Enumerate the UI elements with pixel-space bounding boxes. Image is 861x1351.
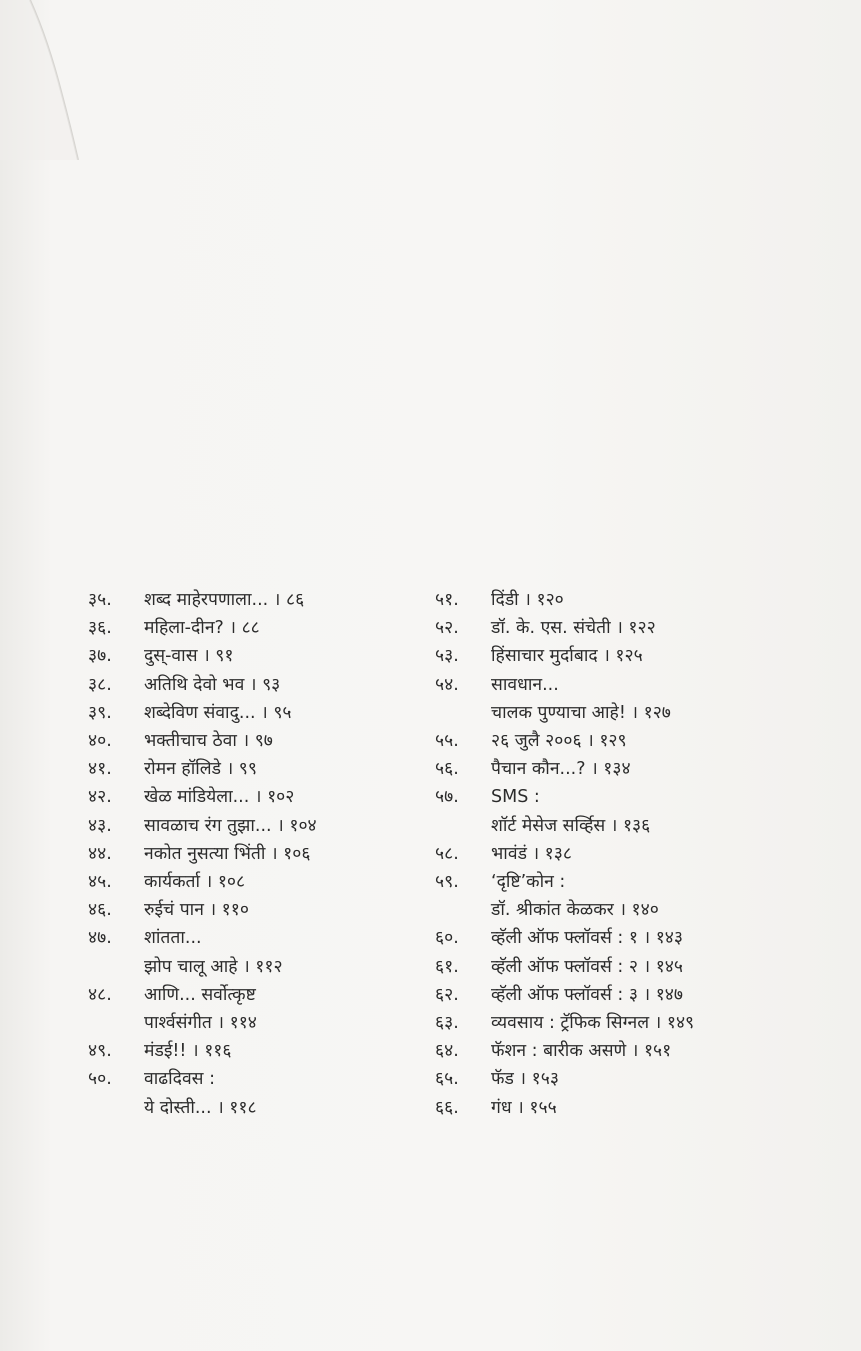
toc-entry bbox=[88, 783, 317, 811]
toc-entry-title: शब्द माहेरपणाला... । ८६ bbox=[144, 590, 305, 610]
toc-entry bbox=[88, 868, 317, 896]
toc-entry-number: ५०. bbox=[88, 1069, 112, 1090]
toc-entry-number: ४०. bbox=[88, 731, 112, 752]
toc-entry bbox=[88, 671, 317, 699]
toc-entry-title: नकोत नुसत्या भिंती । १०६ bbox=[144, 843, 311, 864]
toc-entry-title: २६ जुलै २००६ । १२९ bbox=[491, 731, 627, 752]
toc-entry-title: दुस्-वास । ९१ bbox=[144, 646, 234, 667]
toc-entry-title: रुईचं पान । ११० bbox=[144, 900, 249, 921]
toc-entry bbox=[88, 699, 317, 727]
toc-entry bbox=[88, 981, 317, 1037]
toc-entry-title: मंडई!! । ११६ bbox=[144, 1041, 232, 1062]
toc-entry-number: ५८. bbox=[435, 843, 459, 864]
toc-entry bbox=[88, 812, 317, 840]
toc-entry bbox=[435, 586, 694, 614]
toc-entry-number: ४१. bbox=[88, 759, 112, 780]
toc-entry bbox=[88, 896, 317, 924]
toc-entry-title: फॅड । १५३ bbox=[491, 1069, 559, 1090]
toc-entry-number: ६२. bbox=[435, 984, 459, 1005]
toc-entry-number: ४९. bbox=[88, 1041, 112, 1062]
toc-entry-number: ५९. bbox=[435, 872, 459, 893]
toc-entry-number: ५२. bbox=[435, 618, 459, 639]
toc-entry-title: ‘दृष्टि’कोन : bbox=[491, 872, 566, 893]
toc-entry-number: ४२. bbox=[88, 787, 112, 808]
toc-entry-title: SMS : bbox=[491, 787, 540, 808]
toc-entry-continuation: चालक पुण्याचा आहे! । १२७ bbox=[491, 702, 671, 723]
toc-entry bbox=[435, 953, 694, 981]
toc-entry-number: ५३. bbox=[435, 646, 459, 667]
toc-entry bbox=[435, 840, 694, 868]
toc-entry-continuation: शॉर्ट मेसेज सर्व्हिस । १३६ bbox=[491, 815, 651, 836]
toc-entry-title: रोमन हॉलिडे । ९९ bbox=[144, 759, 257, 780]
toc-entry bbox=[435, 1094, 694, 1122]
toc-entry-title: शांतता... bbox=[144, 928, 202, 949]
toc-entry-number: ६१. bbox=[435, 956, 459, 977]
toc-entry-number: ५४. bbox=[435, 674, 459, 695]
toc-entry-number: ४८. bbox=[88, 984, 112, 1005]
toc-entry bbox=[435, 783, 694, 839]
toc-entry-number: ५१. bbox=[435, 590, 459, 610]
toc-entry-continuation: पार्श्वसंगीत । ११४ bbox=[144, 1013, 257, 1034]
toc-entry-title: व्हॅली ऑफ फ्लॉवर्स : ३ । १४७ bbox=[491, 984, 683, 1005]
toc-entry-title: व्हॅली ऑफ फ्लॉवर्स : १ । १४३ bbox=[491, 928, 683, 949]
toc-entry bbox=[88, 840, 317, 868]
toc-entry-continuation: झोप चालू आहे । ११२ bbox=[144, 956, 283, 977]
toc-entry bbox=[88, 924, 317, 980]
toc-entry-number: ६५. bbox=[435, 1069, 459, 1090]
toc-entry-number: ६६. bbox=[435, 1097, 459, 1118]
toc-entry-number: ४५. bbox=[88, 872, 112, 893]
toc-entry-number: ३७. bbox=[88, 646, 112, 667]
toc-entry-number: ३९. bbox=[88, 702, 112, 723]
toc-entry-title: वाढदिवस : bbox=[144, 1069, 215, 1090]
toc-entry bbox=[435, 727, 694, 755]
toc-entry bbox=[88, 755, 317, 783]
toc-entry-title: कार्यकर्ता । १०८ bbox=[144, 872, 246, 893]
toc-entry-number: ३५. bbox=[88, 590, 112, 610]
toc-entry-title: डॉ. के. एस. संचेती । १२२ bbox=[491, 618, 656, 639]
toc-entry-title: दिंडी । १२० bbox=[491, 590, 564, 610]
toc-entry-title: व्हॅली ऑफ फ्लॉवर्स : २ । १४५ bbox=[491, 956, 683, 977]
toc-entry bbox=[435, 642, 694, 670]
toc-entry-title: सावळाच रंग तुझा... । १०४ bbox=[144, 815, 317, 836]
toc-entry-number: ४४. bbox=[88, 843, 112, 864]
toc-entry bbox=[435, 1037, 694, 1065]
toc-entry-continuation: ये दोस्ती... । ११८ bbox=[144, 1097, 257, 1118]
toc-entry bbox=[88, 586, 317, 614]
toc-entry bbox=[88, 1037, 317, 1065]
toc-entry bbox=[435, 1065, 694, 1093]
toc-entry-title: पैचान कौन...? । १३४ bbox=[491, 759, 631, 780]
toc-entry-title: आणि... सर्वोत्कृष्ट bbox=[144, 984, 256, 1005]
toc-entry bbox=[88, 727, 317, 755]
toc-entry-number: ४६. bbox=[88, 900, 112, 921]
toc-entry-title: भक्तीचाच ठेवा । ९७ bbox=[144, 731, 273, 752]
toc-entry-number: ५६. bbox=[435, 759, 459, 780]
toc-entry-title: सावधान... bbox=[491, 674, 559, 695]
toc-entry bbox=[88, 1065, 317, 1121]
toc-entry-continuation: डॉ. श्रीकांत केळकर । १४० bbox=[491, 900, 659, 921]
toc-right-column bbox=[435, 586, 694, 1122]
toc-entry bbox=[435, 755, 694, 783]
toc-entry-title: शब्देविण संवादु... । ९५ bbox=[144, 702, 292, 723]
toc-entry bbox=[435, 868, 694, 924]
toc-entry-title: फॅशन : बारीक असणे । १५१ bbox=[491, 1041, 672, 1062]
toc-entry-title: महिला-दीन? । ८८ bbox=[144, 618, 260, 639]
toc-entry-number: ५५. bbox=[435, 731, 459, 752]
toc-entry-title: भावंडं । १३८ bbox=[491, 843, 572, 864]
toc-entry-number: ३८. bbox=[88, 674, 112, 695]
toc-entry-title: व्यवसाय : ट्रॅफिक सिग्नल । १४९ bbox=[491, 1013, 695, 1034]
toc-entry-title: अतिथि देवो भव । ९३ bbox=[144, 674, 281, 695]
toc-entry-number: ४७. bbox=[88, 928, 112, 949]
toc-entry-number: ५७. bbox=[435, 787, 459, 808]
toc-entry-number: ६४. bbox=[435, 1041, 459, 1062]
toc-entry-title: गंध । १५५ bbox=[491, 1097, 557, 1118]
toc-entry bbox=[435, 924, 694, 952]
toc-entry bbox=[88, 614, 317, 642]
toc-entry bbox=[435, 614, 694, 642]
toc-entry bbox=[435, 981, 694, 1009]
toc-entry-title: खेळ मांडियेला... । १०२ bbox=[144, 787, 295, 808]
toc-entry-number: ६३. bbox=[435, 1013, 459, 1034]
toc-entry-title: हिंसाचार मुर्दाबाद । १२५ bbox=[491, 646, 643, 667]
toc-left-column bbox=[88, 586, 317, 1122]
toc-entry-number: ४३. bbox=[88, 815, 112, 836]
toc-entry bbox=[435, 1009, 694, 1037]
toc-entry-number: ६०. bbox=[435, 928, 459, 949]
toc-entry bbox=[88, 642, 317, 670]
toc-entry-number: ३६. bbox=[88, 618, 112, 639]
page-fold-shadow bbox=[0, 0, 120, 160]
toc-entry bbox=[435, 671, 694, 727]
